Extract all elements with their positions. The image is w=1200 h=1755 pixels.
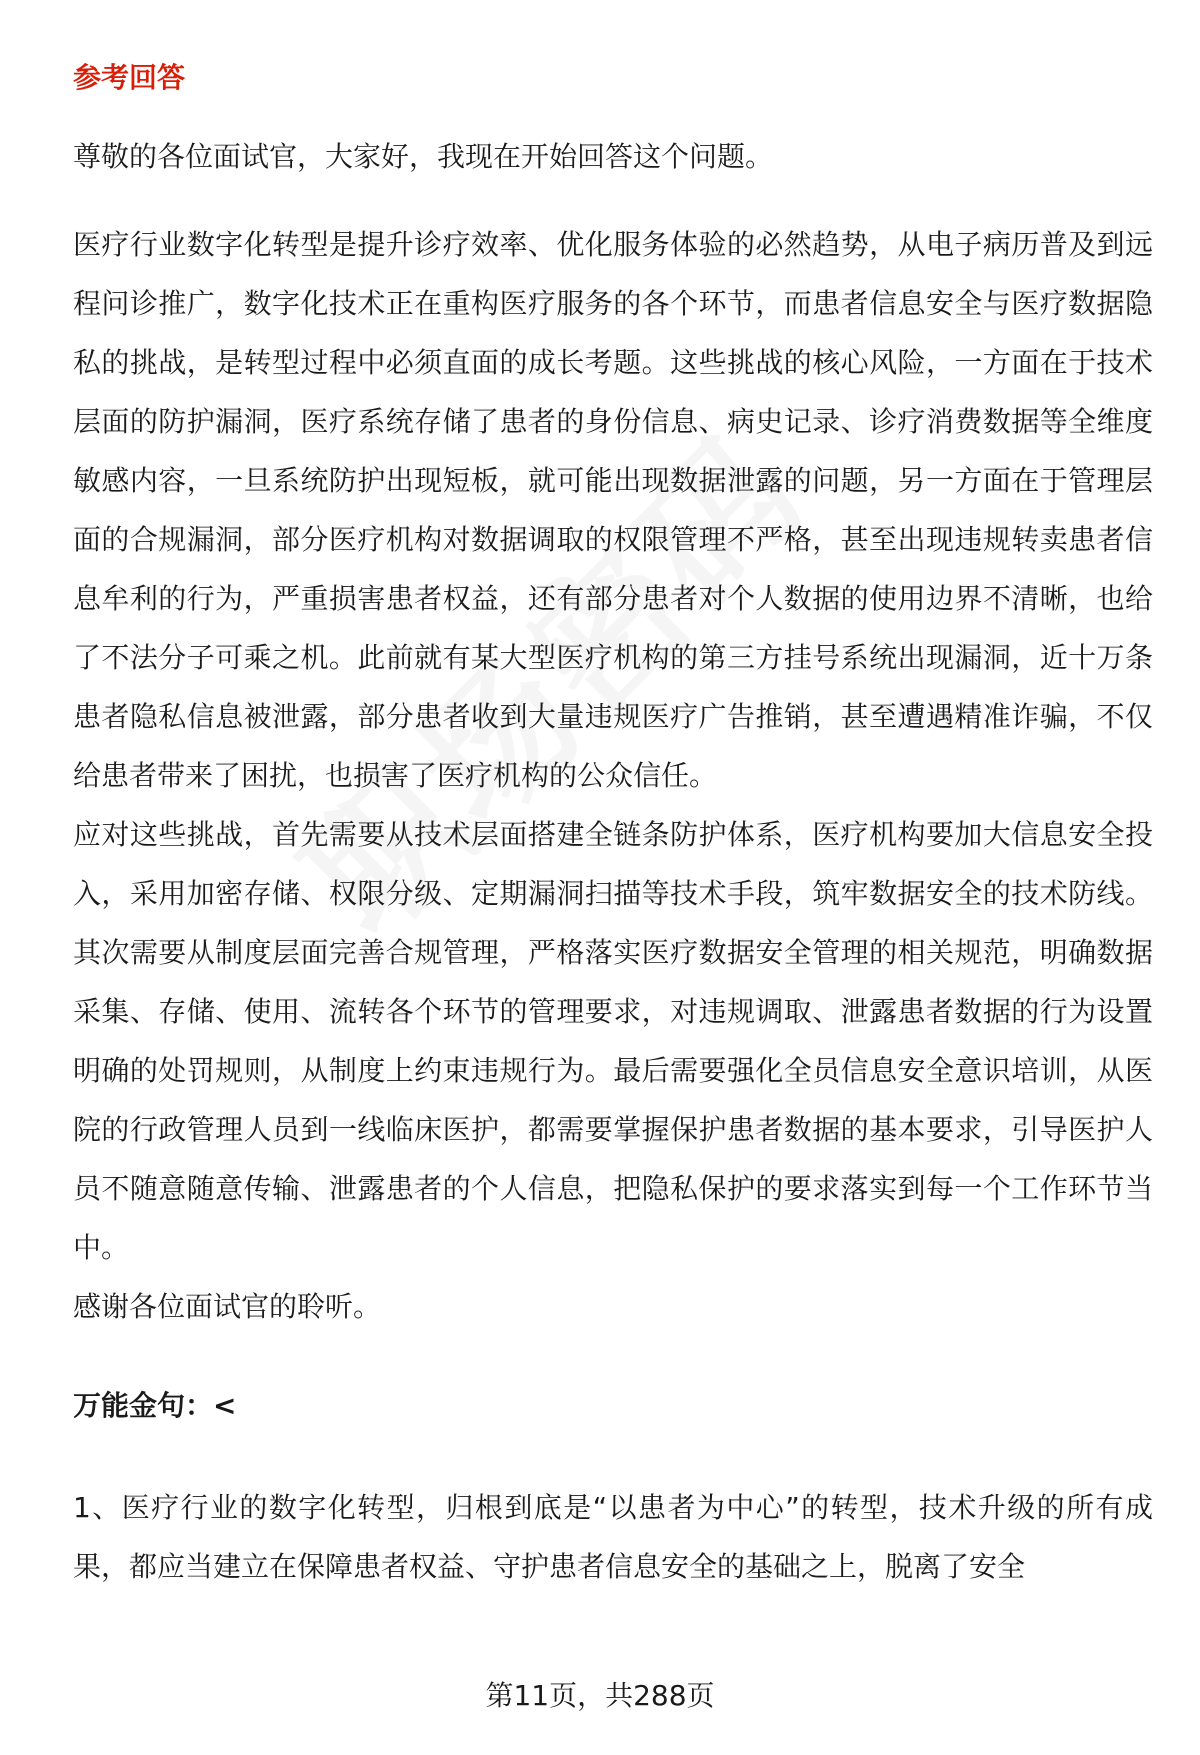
page-number: 第11页，共288页	[485, 1679, 715, 1712]
reference-answer-title: 参考回答	[73, 61, 186, 94]
greeting-paragraph: 尊敬的各位面试官，大家好，我现在开始回答这个问题。	[73, 140, 774, 173]
golden-sentences-title: 万能金句：<	[73, 1389, 237, 1422]
closing-paragraph: 感谢各位面试官的聆听。	[73, 1290, 382, 1323]
page-content	[73, 56, 1153, 1596]
strategy-paragraph: 应对这些挑战，首先需要从技术层面搭建全链条防护体系，医疗机构要加大信息安全投入，采用加密存储、权限分级、定期漏洞扫描等技术手段，筑牢数据安全的技术防线。其次需要从制度层面完善合规管理，严格落实医疗数据安全管理的相关规范，明确数据采集、存储、使用、流转各个环节的管理要求，对违规调取、泄露患者数据的行为设置明确的处罚规则，从制度上约束违规行为。最后需要强化全员信息安全意识培训，从医院的行政管理人员到一线临床医护，都需要掌握保护患者数据的基本要求，引导医护人员不随意随意传输、泄露患者的个人信息，把隐私保护的要求落实到每一个工作环节当中。	[73, 818, 1153, 1264]
golden-sentence-item: 1、医疗行业的数字化转型，归根到底是“以患者为中心”的转型，技术升级的所有成果，都应当建立在保障患者权益、守护患者信息安全的基础之上，脱离了安全	[73, 1491, 1153, 1583]
challenge-paragraph: 医疗行业数字化转型是提升诊疗效率、优化服务体验的必然趋势，从电子病历普及到远程问诊推广，数字化技术正在重构医疗服务的各个环节，而患者信息安全与医疗数据隐私的挑战，是转型过程中必须直面的成长考题。这些挑战的核心风险，一方面在于技术层面的防护漏洞，医疗系统存储了患者的身份信息、病史记录、诊疗消费数据等全维度敏感内容，一旦系统防护出现短板，就可能出现数据泄露的问题，另一方面在于管理层面的合规漏洞，部分医疗机构对数据调取的权限管理不严格，甚至出现违规转卖患者信息牟利的行为，严重损害患者权益，还有部分患者对个人数据的使用边界不清晰，也给了不法分子可乘之机。此前就有某大型医疗机构的第三方挂号系统出现漏洞，近十万条患者隐私信息被泄露，部分患者收到大量违规医疗广告推销，甚至遭遇精准诈骗，不仅给患者带来了困扰，也损害了医疗机构的公众信任。	[73, 228, 1153, 792]
